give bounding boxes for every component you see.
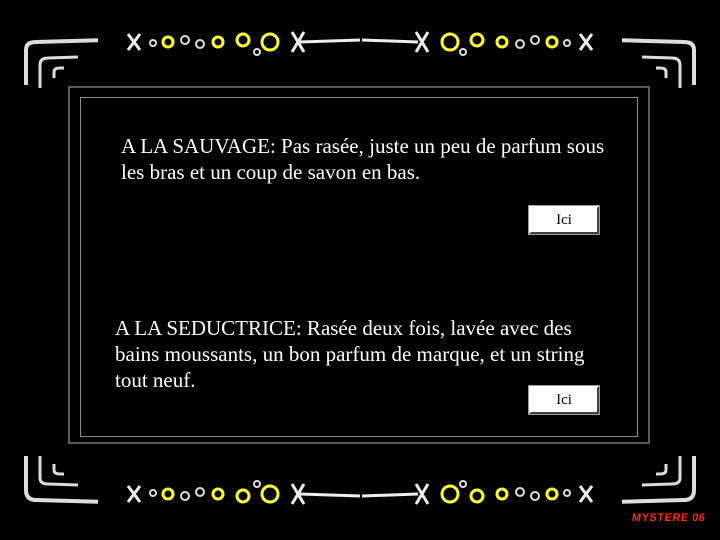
ici-button-seductrice[interactable]: Ici	[529, 386, 599, 414]
bottom-ornament-band	[0, 458, 720, 518]
option-sauvage-text: A LA SAUVAGE: Pas rasée, juste un peu de parfum sous les bras et un coup de savon en bas.	[121, 134, 605, 184]
top-ornament-band	[0, 18, 720, 78]
mystere-logo: MYSTERE 06	[631, 512, 707, 524]
option-seductrice-text: A LA SEDUCTRICE: Rasée deux fois, lavée avec des bains moussants, un bon parfum de marque, et un string tout neuf.	[115, 316, 585, 392]
ici-button-sauvage[interactable]: Ici	[529, 206, 599, 234]
